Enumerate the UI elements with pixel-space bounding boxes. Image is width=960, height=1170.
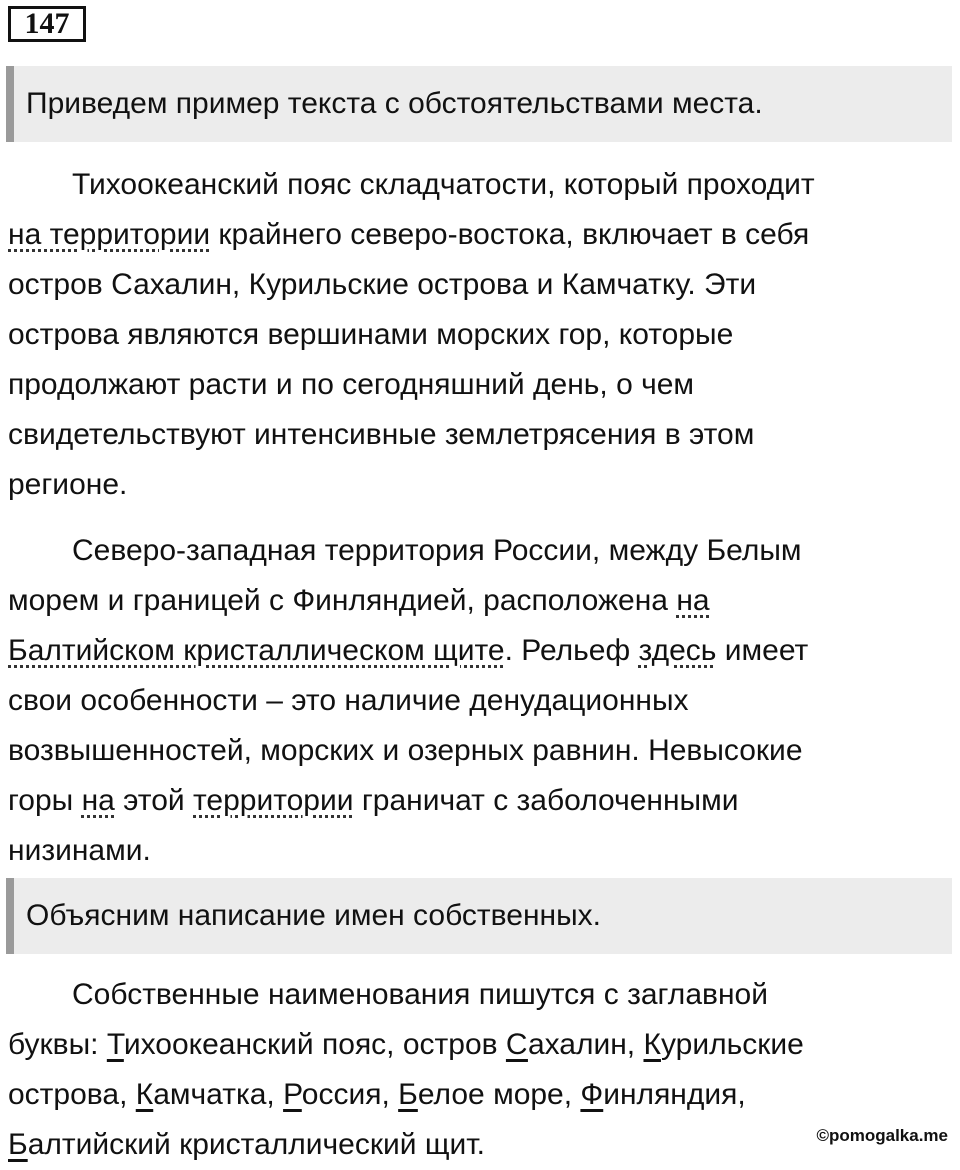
p3-line-2-text: урильские	[660, 1028, 804, 1061]
p1-line-2	[8, 210, 952, 260]
p2-line-6	[8, 776, 952, 826]
capital-letter: Б	[8, 1128, 28, 1161]
p3-line-2	[8, 1020, 952, 1070]
task-heading-2	[6, 878, 952, 954]
p1-line-2-rest: крайнего северо-востока, включает в себя	[210, 218, 810, 251]
capital-letter: К	[643, 1028, 661, 1061]
p2-line-4: свои особенности – это наличие денудационных	[8, 684, 689, 717]
capital-letter: Т	[106, 1028, 124, 1061]
p2-line-2-text: морем и границей с Финляндией, расположена	[8, 584, 677, 617]
p3-line-1: Собственные наименования пишутся с заглавной	[72, 978, 768, 1011]
adverbial-place: на	[676, 584, 710, 617]
capital-letter: Р	[283, 1078, 302, 1111]
p3-line-4-text: алтийский кристаллический щит.	[27, 1128, 486, 1161]
p3-line-3	[8, 1070, 952, 1120]
capital-letter: С	[505, 1028, 528, 1061]
paragraph-3	[8, 970, 952, 1170]
adverbial-place: здесь	[638, 634, 717, 667]
p2-line-1: Северо-западная территория России, между Белым	[72, 534, 802, 567]
task-heading-1-text: Приведем пример текста с обстоятельствами места.	[26, 87, 763, 120]
p1-line-3: остров Сахалин, Курильские острова и Камчатку. Эти	[8, 268, 757, 301]
p1-line-5: продолжают расти и по сегодняшний день, о чем	[8, 368, 695, 401]
p2-line-3	[8, 626, 952, 676]
p2-line-6-rest: граничат с заболоченными	[353, 784, 739, 817]
p2-line-5: возвышенностей, морских и озерных равнин. Невысокие	[8, 734, 803, 767]
p2-line-6-mid: этой	[114, 784, 193, 817]
p3-line-3-text: острова,	[8, 1078, 136, 1111]
p1-line-7: регионе.	[8, 468, 128, 501]
adverbial-place: на территории	[8, 218, 211, 251]
capital-letter: К	[135, 1078, 154, 1111]
p3-line-3-text: инляндия,	[603, 1078, 746, 1111]
p3-line-4	[8, 1120, 952, 1170]
p3-line-3-text: амчатка,	[153, 1078, 284, 1111]
capital-letter: Ф	[580, 1078, 604, 1111]
p3-line-2-text: ахалин,	[527, 1028, 644, 1061]
exercise-number: 147	[8, 6, 86, 42]
p2-line-2	[8, 576, 952, 626]
p3-line-3-text: елое море,	[417, 1078, 581, 1111]
paragraph-2	[8, 526, 952, 876]
capital-letter: Б	[398, 1078, 418, 1111]
p1-line-6: свидетельствуют интенсивные землетрясения в этом	[8, 418, 755, 451]
task-heading-2-text: Объясним написание имен собственных.	[26, 899, 601, 932]
p2-line-7: низинами.	[8, 834, 151, 867]
p3-line-2-text: буквы:	[8, 1028, 107, 1061]
p1-line-1: Тихоокеанский пояс складчатости, который проходит	[72, 168, 815, 201]
p2-line-6-text: горы	[8, 784, 82, 817]
adverbial-place: Балтийском кристаллическом щите	[8, 634, 505, 667]
p3-line-3-text: оссия,	[301, 1078, 399, 1111]
adverbial-place: территории	[193, 784, 354, 817]
source-credit: ©pomogalka.me	[816, 1126, 948, 1145]
paragraph-1	[8, 160, 952, 510]
p2-line-3-text: . Рельеф	[504, 634, 639, 667]
p3-line-2-text: ихоокеанский пояс, остров	[123, 1028, 506, 1061]
task-heading-1	[6, 66, 952, 142]
p1-line-4: острова являются вершинами морских гор, которые	[8, 318, 734, 351]
adverbial-place: на	[81, 784, 115, 817]
p2-line-3-rest: имеет	[716, 634, 809, 667]
